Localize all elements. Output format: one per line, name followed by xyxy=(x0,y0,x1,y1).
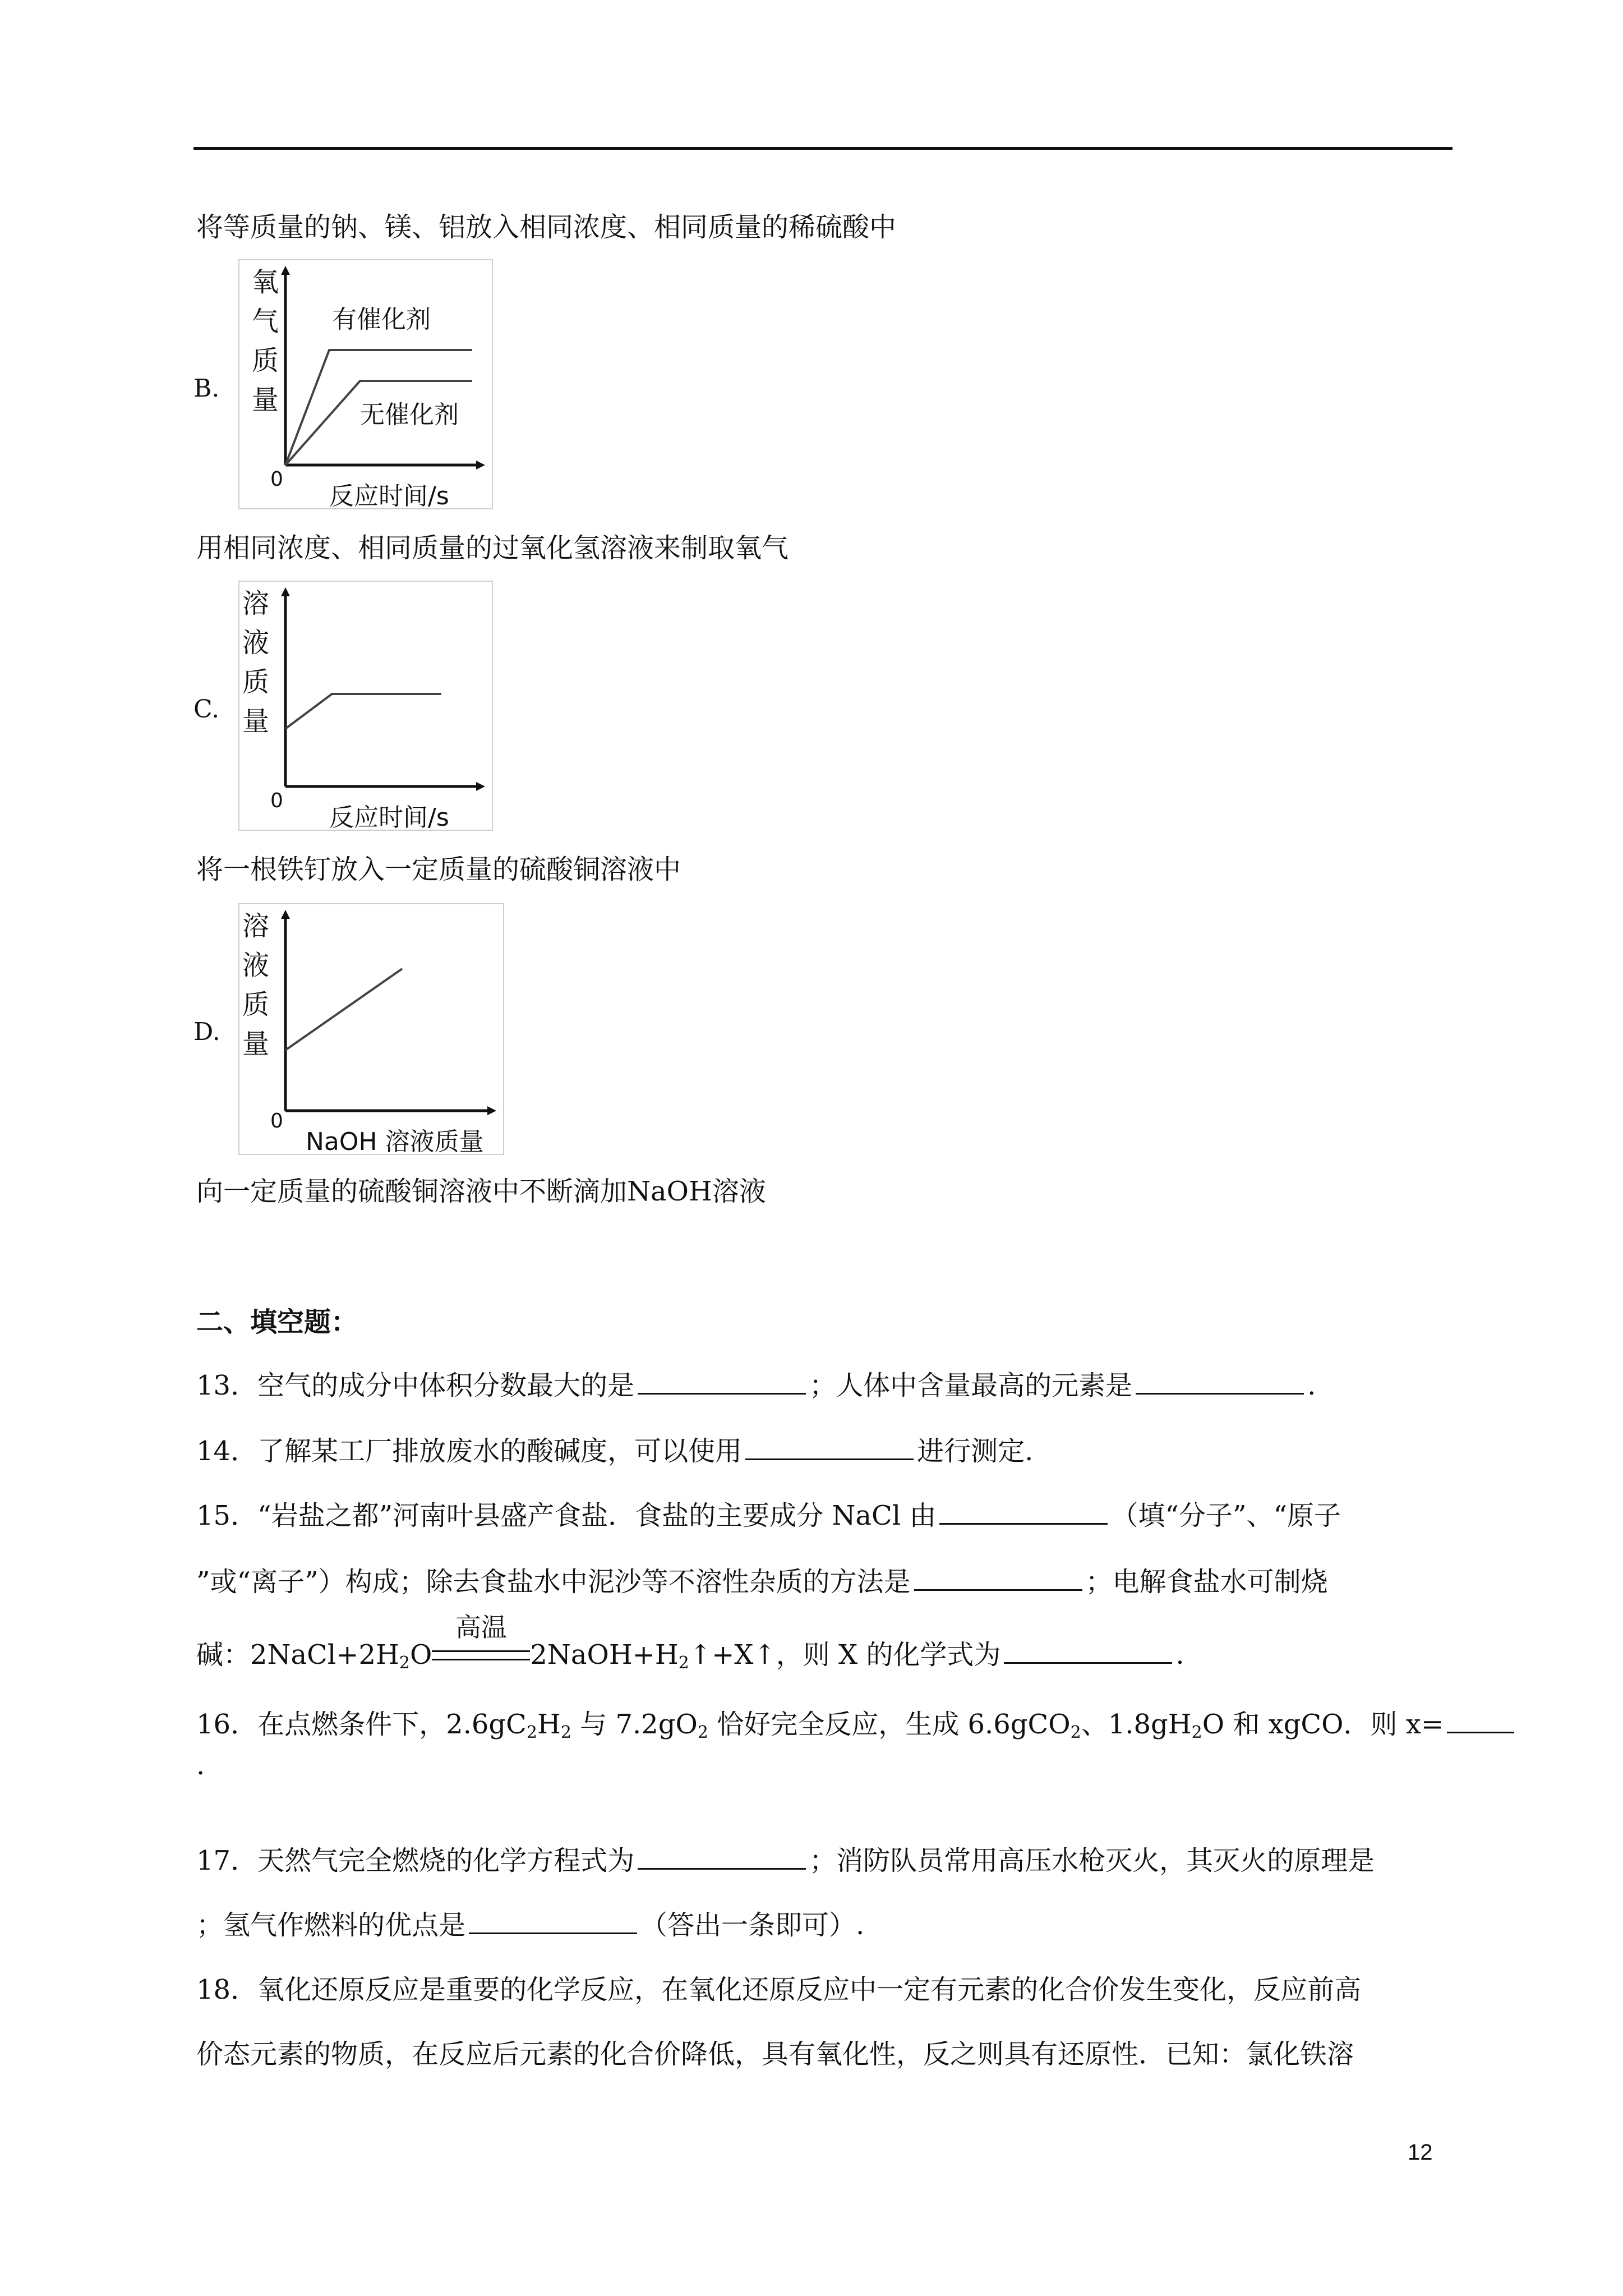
question-16 xyxy=(196,1706,1455,1742)
question-18-line-1: 18．氧化还原反应是重要的化学反应，在氧化还原反应中一定有元素的化合价发生变化，反应前高 xyxy=(196,1974,1362,2005)
q16-text-c: 与 7.2gO xyxy=(571,1709,698,1740)
question-15-line-3 xyxy=(196,1612,1455,1673)
q13-text-a: 13．空气的成分中体积分数最大的是 xyxy=(196,1370,635,1401)
q15-text-f: O xyxy=(409,1639,432,1671)
q15-text-i: . xyxy=(1175,1639,1184,1671)
question-17-line-1 xyxy=(196,1843,1455,1879)
q16-sub-5: 2 xyxy=(1191,1723,1202,1742)
q13-blank-1[interactable] xyxy=(638,1368,806,1395)
y-axis-char-1: 氧 xyxy=(252,266,279,298)
q14-blank-1[interactable] xyxy=(745,1434,914,1460)
option-d-graph xyxy=(238,903,504,1155)
q15-sub-h2: 2 xyxy=(678,1653,689,1673)
question-16-end: . xyxy=(196,1750,205,1781)
q14-text-a: 14．了解某工厂排放废水的酸碱度，可以使用 xyxy=(196,1435,743,1467)
q15-text-a: 15．“岩盐之都”河南叶县盛产食盐．食盐的主要成分 NaCl 由 xyxy=(196,1500,937,1531)
catalyst-label: 有催化剂 xyxy=(332,305,431,334)
header-rule xyxy=(193,147,1453,150)
reaction-condition xyxy=(432,1612,530,1673)
x-axis-label: 反应时间/s xyxy=(329,803,449,830)
question-15-line-1 xyxy=(196,1498,1455,1534)
q15-text-c: ”或“离子”）构成；除去食盐水中泥沙等不溶性杂质的方法是 xyxy=(196,1566,911,1598)
graph-b-svg xyxy=(239,260,492,508)
option-b-caption: 用相同浓度、相同质量的过氧化氢溶液来制取氧气 xyxy=(196,532,789,564)
x-axis-label: 反应时间/s xyxy=(329,482,449,508)
y-axis-char-3: 质 xyxy=(242,989,270,1020)
q16-text-b: H xyxy=(537,1709,561,1740)
q16-text-f: O 和 xgCO．则 x= xyxy=(1202,1709,1444,1740)
origin-label: 0 xyxy=(270,789,283,812)
q16-sub-2: 2 xyxy=(560,1723,571,1742)
graph-d-svg xyxy=(239,904,503,1154)
q14-text-b: 进行测定. xyxy=(917,1435,1034,1467)
q17-blank-1[interactable] xyxy=(638,1843,806,1870)
origin-label: 0 xyxy=(270,1110,283,1133)
q17-text-d: （答出一条即可）. xyxy=(640,1910,865,1941)
question-13 xyxy=(196,1368,1455,1404)
option-d-caption: 向一定质量的硫酸铜溶液中不断滴加NaOH溶液 xyxy=(196,1176,766,1207)
q13-text-b: ；人体中含量最高的元素是 xyxy=(809,1370,1133,1401)
q17-text-c: ；氢气作燃料的优点是 xyxy=(196,1910,466,1941)
question-15-line-2 xyxy=(196,1564,1455,1600)
option-c-caption: 将一根铁钉放入一定质量的硫酸铜溶液中 xyxy=(196,854,681,885)
q16-text-e: 、1.8gH xyxy=(1081,1709,1192,1740)
graph-c-svg xyxy=(239,582,492,830)
q13-text-c: . xyxy=(1307,1370,1316,1401)
question-14 xyxy=(196,1433,1455,1469)
solution-mass-line xyxy=(285,969,402,1050)
y-axis-char-2: 液 xyxy=(242,950,270,981)
option-c-graph xyxy=(238,581,493,831)
solution-mass-line xyxy=(285,694,441,729)
x-axis-label: NaOH 溶液质量 xyxy=(306,1128,484,1154)
q17-text-a: 17．天然气完全燃烧的化学方程式为 xyxy=(196,1845,635,1876)
option-b-label: B. xyxy=(193,374,220,403)
q16-text-a: 16．在点燃条件下，2.6gC xyxy=(196,1709,527,1740)
option-b-graph xyxy=(238,259,493,509)
y-axis-char-1: 溶 xyxy=(242,588,270,619)
q15-blank-3[interactable] xyxy=(1004,1637,1172,1664)
y-axis-char-4: 量 xyxy=(242,1028,270,1060)
question-17-line-2 xyxy=(196,1907,1455,1943)
q16-sub-1: 2 xyxy=(526,1723,537,1742)
q15-text-b: （填“分子”、“原子 xyxy=(1111,1500,1341,1531)
y-axis-char-3: 质 xyxy=(242,666,270,698)
option-c-label: C. xyxy=(193,695,220,724)
y-axis-char-4: 量 xyxy=(242,706,270,737)
q15-blank-2[interactable] xyxy=(914,1565,1082,1591)
equals-sign xyxy=(432,1650,530,1660)
q15-blank-1[interactable] xyxy=(939,1498,1108,1525)
q15-text-h: ↑+X↑，则 X 的化学式为 xyxy=(689,1639,1001,1671)
q13-blank-2[interactable] xyxy=(1136,1368,1304,1395)
y-axis-char-2: 气 xyxy=(252,306,279,337)
origin-label: 0 xyxy=(270,468,283,491)
q15-text-e: 碱：2NaCl+2H xyxy=(196,1639,399,1671)
y-axis-char-1: 溶 xyxy=(242,910,270,942)
q15-text-d: ；电解食盐水可制烧 xyxy=(1085,1566,1328,1598)
condition-label: 高温 xyxy=(455,1612,507,1642)
question-18-line-2: 价态元素的物质，在反应后元素的化合价降低，具有氧化性，反之则具有还原性．已知：氯化铁溶 xyxy=(196,2039,1354,2070)
q15-text-g: 2NaOH+H xyxy=(530,1639,679,1671)
option-a-caption: 将等质量的钠、镁、铝放入相同浓度、相同质量的稀硫酸中 xyxy=(196,211,897,243)
q16-blank-1[interactable] xyxy=(1447,1707,1514,1733)
q17-blank-2[interactable] xyxy=(469,1908,637,1934)
q16-text-d: 恰好完全反应，生成 6.6gCO xyxy=(708,1709,1071,1740)
section-title: 二、填空题： xyxy=(196,1306,358,1338)
y-axis-char-3: 质 xyxy=(252,345,279,376)
q17-text-b: ；消防队员常用高压水枪灭火，其灭火的原理是 xyxy=(809,1845,1375,1876)
page-number: 12 xyxy=(1408,2140,1433,2165)
q16-sub-4: 2 xyxy=(1070,1723,1081,1742)
y-axis-char-4: 量 xyxy=(252,384,279,416)
q16-sub-3: 2 xyxy=(697,1723,708,1742)
no-catalyst-label: 无催化剂 xyxy=(360,401,459,429)
q15-sub-2: 2 xyxy=(399,1653,410,1673)
option-d-label: D. xyxy=(193,1018,220,1046)
y-axis-char-2: 液 xyxy=(242,627,270,659)
